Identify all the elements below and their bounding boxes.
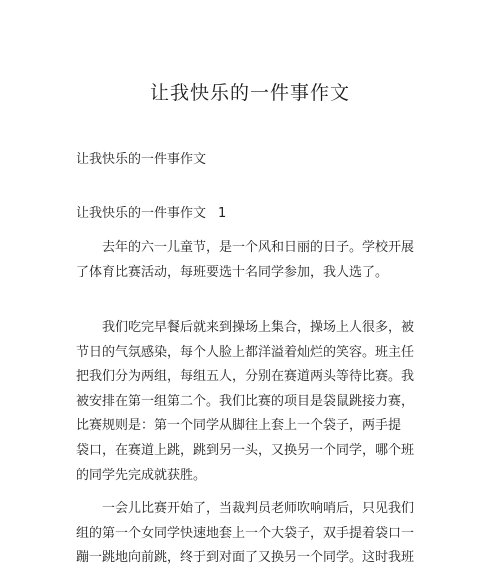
paragraph-line: 一会儿比赛开始了，当裁判员老师吹响哨后，只见我们 <box>76 501 415 516</box>
paragraph-line: 被安排在第一组第二个。我们比赛的项目是袋鼠跳接力赛， <box>76 393 415 409</box>
paragraph-line: 去年的六一儿童节，是一个风和日丽的日子。学校开展 <box>76 240 415 255</box>
document-subtitle: 让我快乐的一件事作文 <box>76 152 207 167</box>
paragraph-line: 的同学先完成就获胜。 <box>76 467 207 483</box>
section-heading-text: 让我快乐的一件事作文 <box>76 206 207 221</box>
section-number: 1 <box>218 206 227 221</box>
document-title: 让我快乐的一件事作文 <box>149 82 350 104</box>
paragraph-1 <box>76 236 415 285</box>
paragraph-line: 了体育比赛活动，每班要选十名同学参加，我人选了。 <box>76 264 389 280</box>
paragraph-line: 节日的气氛感染，每个人脸上都洋溢着灿烂的笑容。班主任 <box>76 344 415 360</box>
paragraph-line: 比赛规则是：第一个同学从脚往上套上一个袋子，两手提 <box>76 418 402 434</box>
paragraph-line: 蹦一跳地向前跳，终于到对面了又换另一个同学。这时我班 <box>76 550 415 565</box>
paragraph-line: 组的第一个女同学快速地套上一个大袋子，双手提着袋口一 <box>76 525 415 541</box>
paragraph-line: 我们吃完早餐后就来到操场上集合，操场上人很多，被 <box>76 320 415 335</box>
paragraph-3 <box>76 497 415 565</box>
paragraph-2 <box>76 316 415 488</box>
paragraph-line: 把我们分为两组，每组五人，分别在赛道两头等待比赛。我 <box>76 369 415 385</box>
section-heading <box>76 204 226 224</box>
paragraph-line: 袋口，在赛道上跳，跳到另一头，又换另一个同学，哪个班 <box>76 442 415 458</box>
